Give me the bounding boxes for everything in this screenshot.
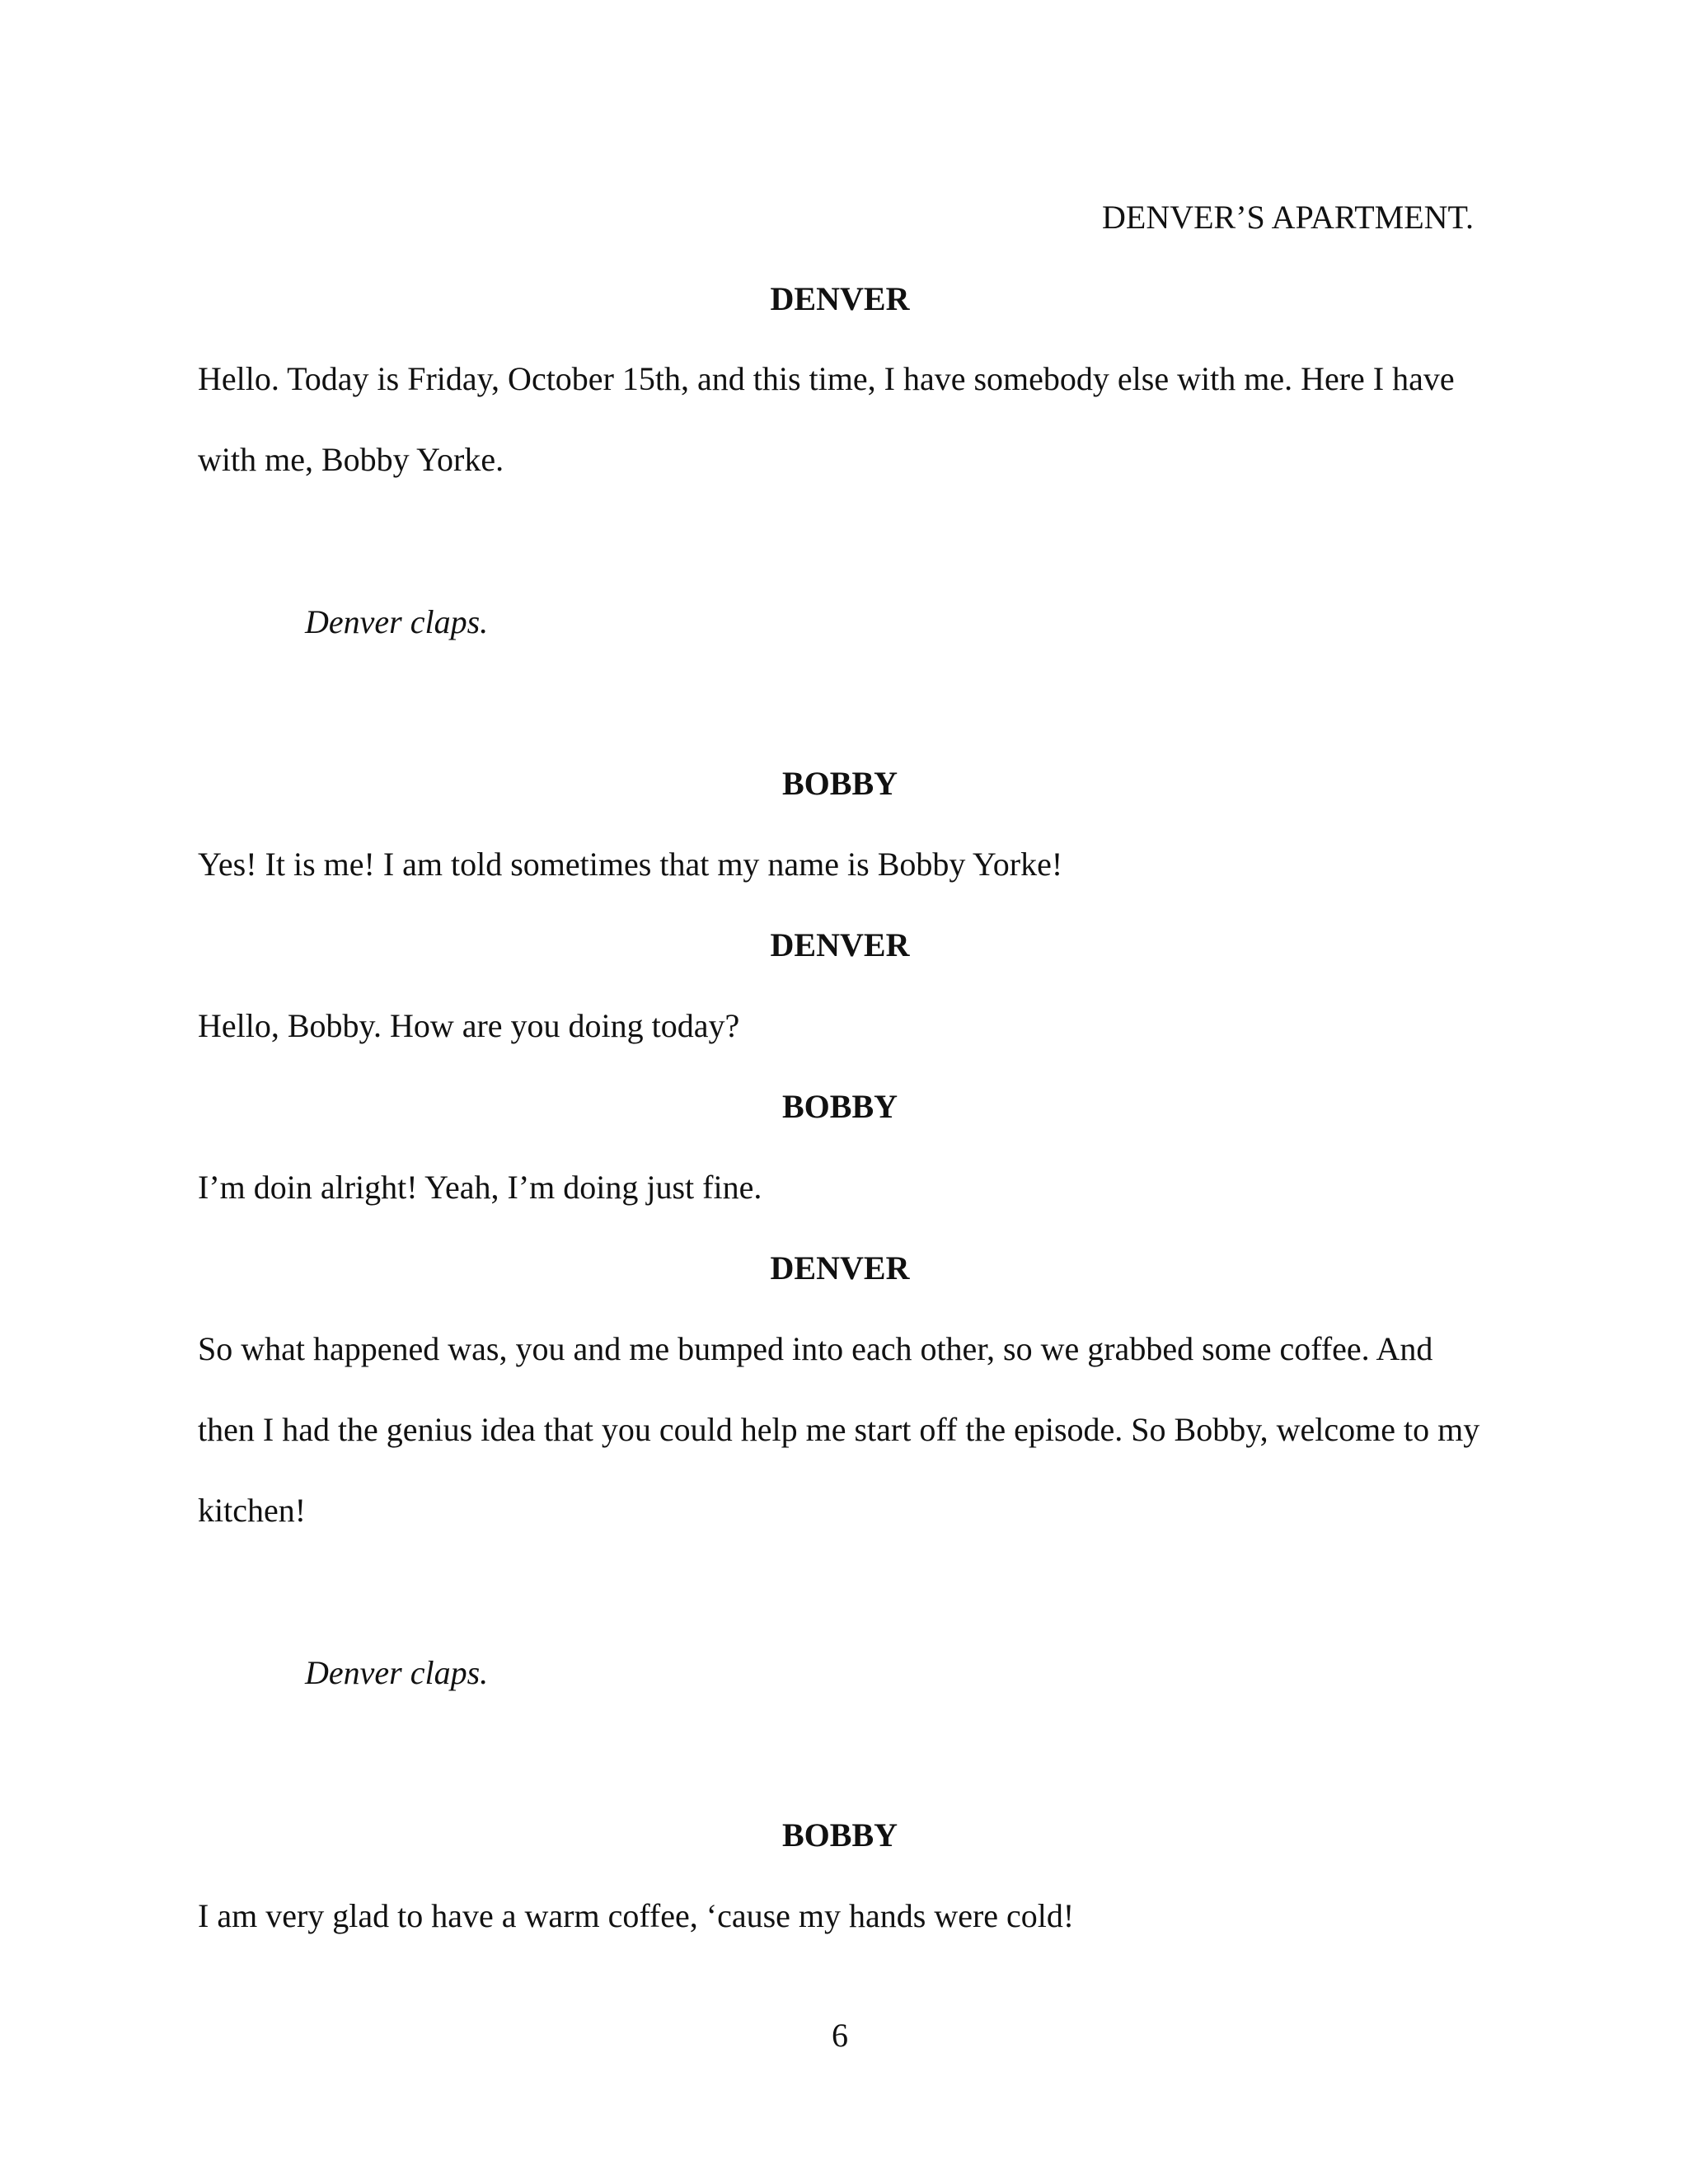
scene-heading: DENVER’S APARTMENT.	[1102, 199, 1474, 236]
speaker-denver: DENVER	[770, 1249, 910, 1286]
speaker-denver: DENVER	[770, 280, 910, 317]
dialogue-line: Yes! It is me! I am told sometimes that my name is Bobby Yorke!	[198, 846, 1063, 883]
dialogue-line: kitchen!	[198, 1492, 307, 1529]
dialogue-line: So what happened was, you and me bumped into each other, so we grabbed some coffee. And	[198, 1330, 1433, 1367]
speaker-bobby: BOBBY	[781, 1816, 898, 1854]
dialogue-line: Hello, Bobby. How are you doing today?	[198, 1007, 740, 1044]
dialogue-line: I’m doin alright! Yeah, I’m doing just fine.	[198, 1169, 762, 1206]
speaker-bobby: BOBBY	[781, 765, 898, 802]
action-line: Denver claps.	[305, 1654, 489, 1691]
speaker-denver: DENVER	[770, 926, 910, 963]
dialogue-line: I am very glad to have a warm coffee, ‘cause my hands were cold!	[198, 1897, 1075, 1934]
dialogue-line: then I had the genius idea that you could help me start off the episode. So Bobby, welcome to my	[198, 1411, 1480, 1448]
dialogue-line: with me, Bobby Yorke.	[198, 441, 504, 478]
page-number: 6	[832, 2017, 848, 2054]
action-line: Denver claps.	[305, 603, 489, 640]
speaker-bobby: BOBBY	[781, 1088, 898, 1125]
dialogue-line: Hello. Today is Friday, October 15th, and this time, I have somebody else with me. Here I have	[198, 360, 1455, 397]
